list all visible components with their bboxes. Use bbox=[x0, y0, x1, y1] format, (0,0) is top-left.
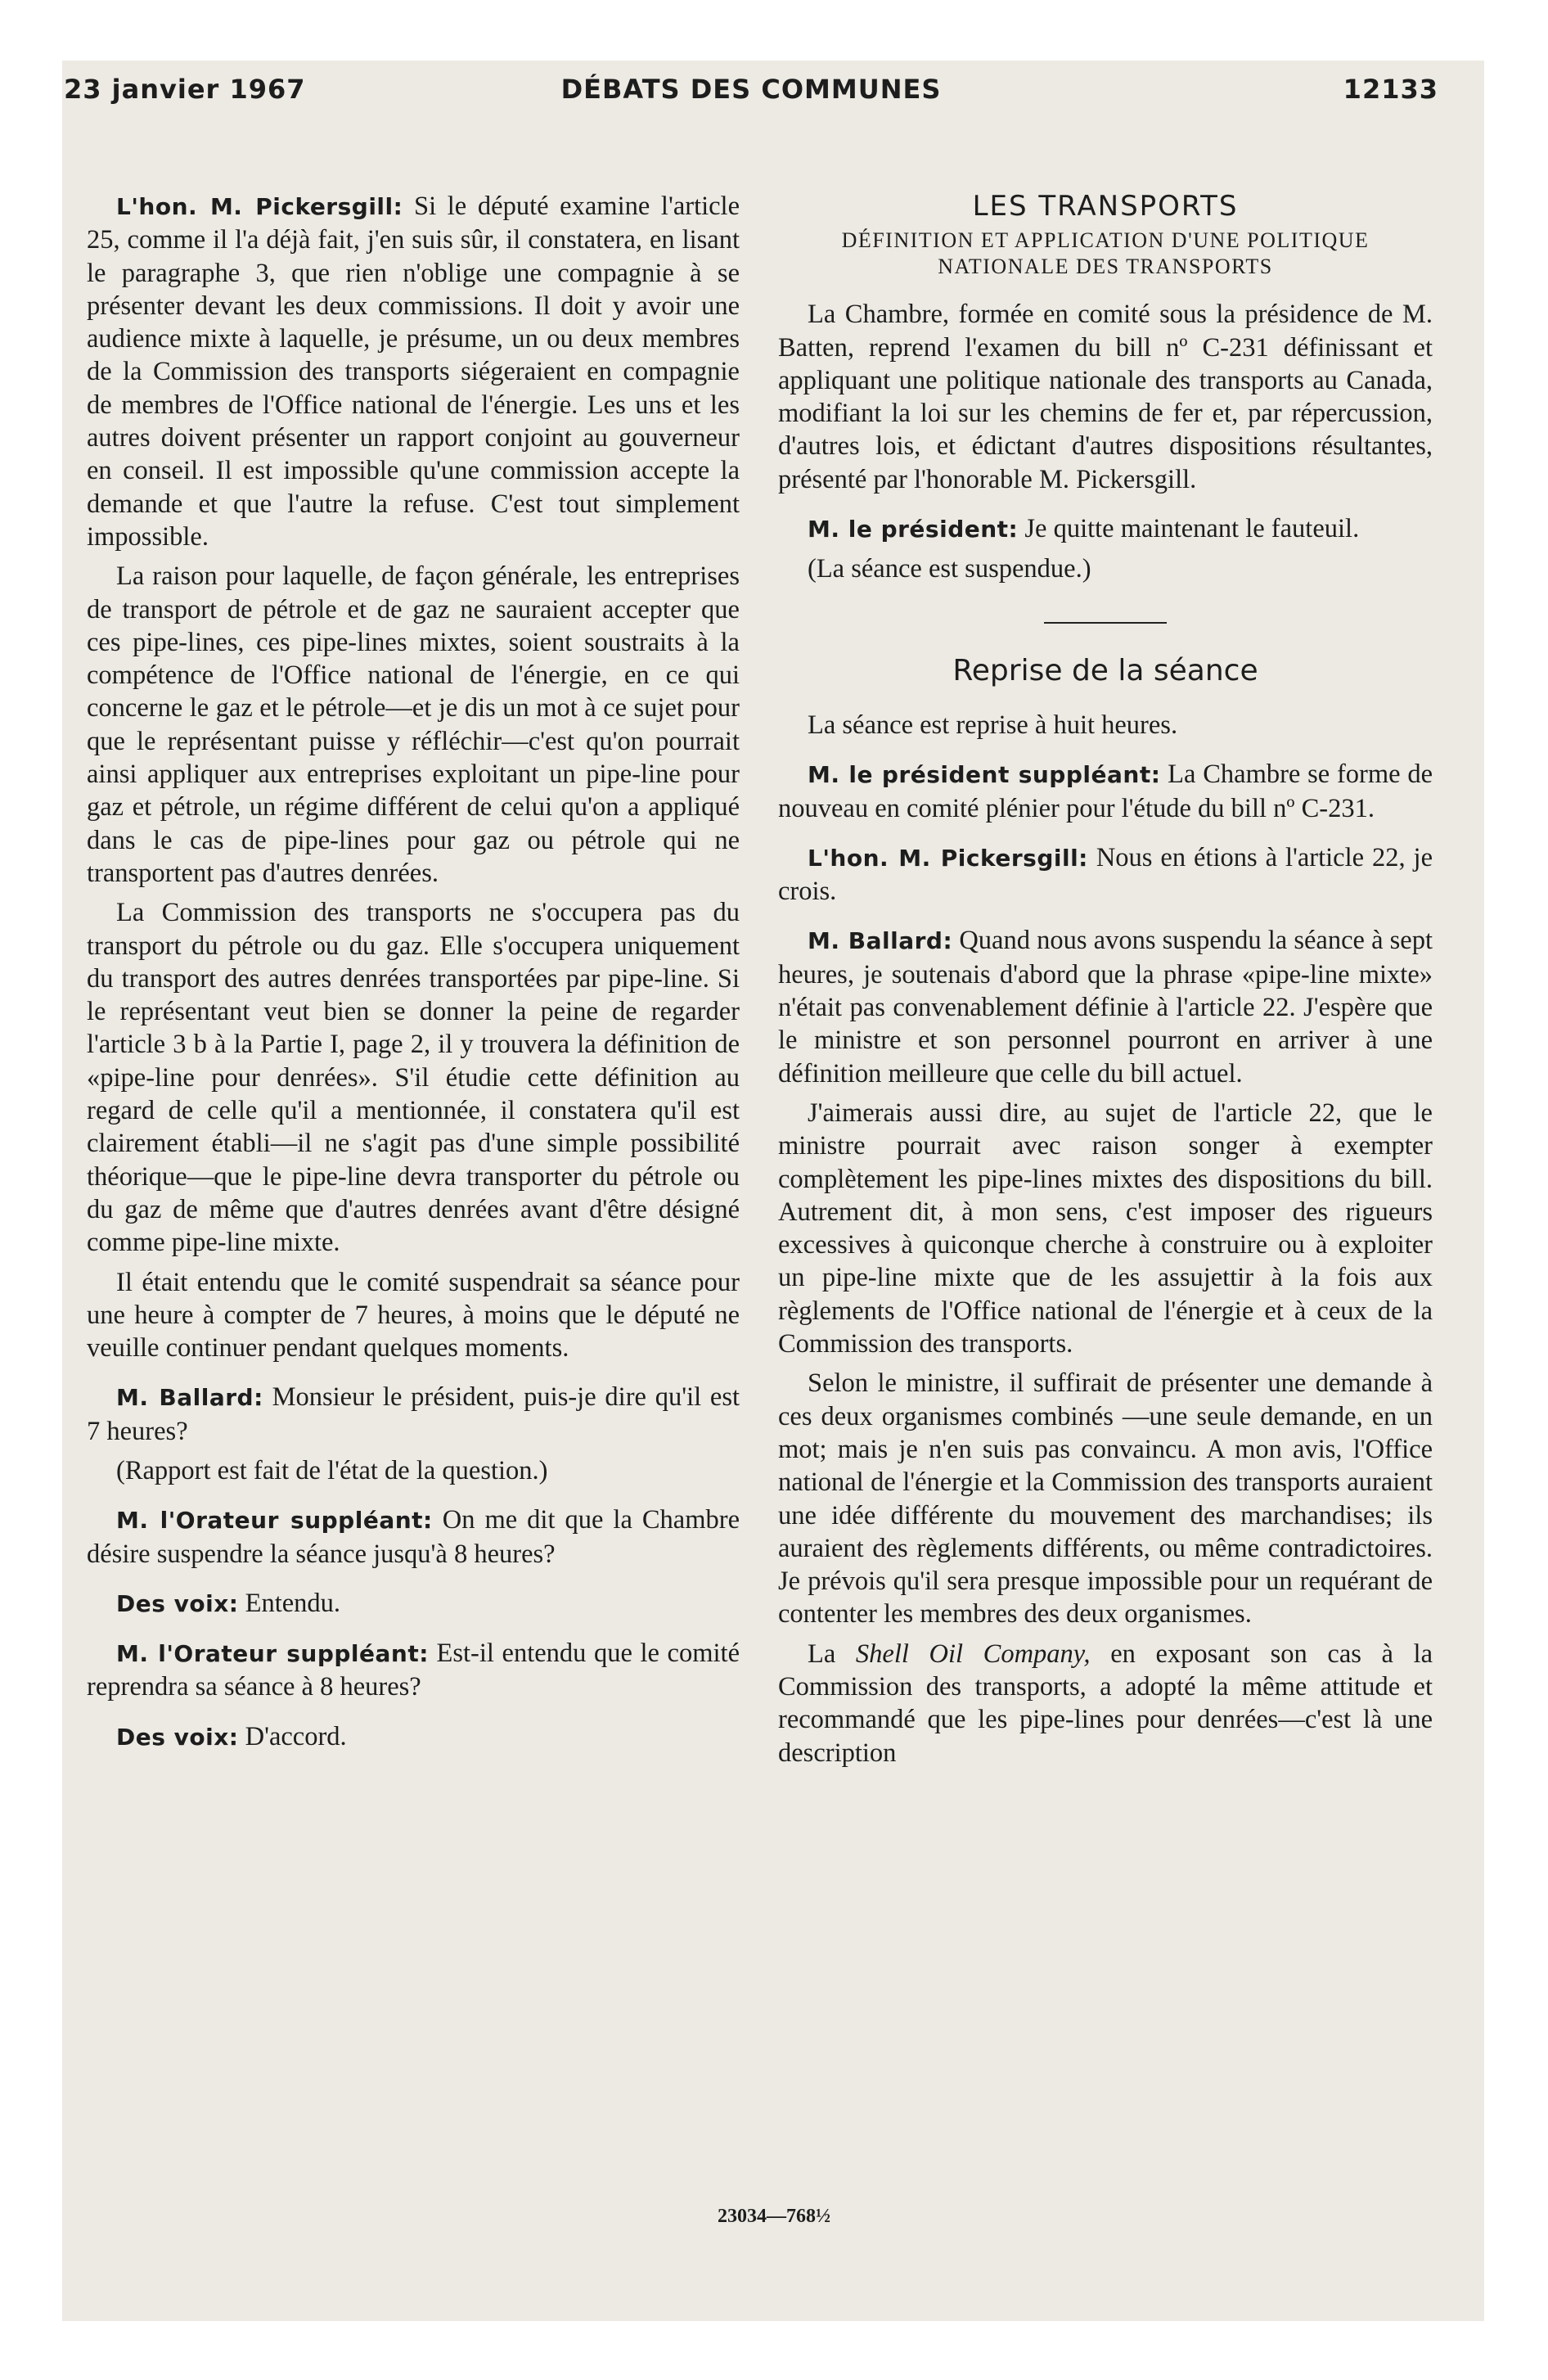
speaker-name: M. Ballard: bbox=[808, 927, 953, 955]
speaker-name: M. Ballard: bbox=[116, 1384, 263, 1412]
section-divider bbox=[1044, 622, 1167, 624]
paragraph bbox=[778, 1638, 1433, 1769]
company-name: Shell Oil Company, bbox=[855, 1639, 1091, 1669]
resume-heading: Reprise de la séance bbox=[952, 653, 1258, 687]
paragraph bbox=[87, 1587, 740, 1620]
speaker-name: Des voix: bbox=[116, 1723, 239, 1751]
speaker-name: M. l'Orateur suppléant: bbox=[116, 1640, 429, 1668]
paragraph bbox=[778, 841, 1433, 908]
speaker-name: M. le président: bbox=[808, 516, 1019, 543]
paragraph-text: La Chambre se forme de nouveau en comité plénier pour l'étude du bill nº C-231. bbox=[778, 760, 1433, 823]
procedural-note: (Rapport est fait de l'état de la question.) bbox=[116, 1455, 548, 1485]
paragraph bbox=[778, 758, 1433, 825]
speaker-name: Des voix: bbox=[116, 1589, 239, 1617]
paragraph: Selon le ministre, il suffirait de présenter une demande à ces deux organismes combinés —une seule demande, en un mot; mais je n'en suis pas convaincu. A mon avis, l'Office national de l'énergie et la Commission des transports auraient une idée différente du mouvement des marchandises; ils auraient des règlements différents, ou même contradictoires. Je prévois qu'il sera presque impossible pour un requérant de contenter les membres des deux organismes. bbox=[778, 1368, 1433, 1629]
paragraph bbox=[87, 1381, 740, 1448]
header-title: DÉBATS DES COMMUNES bbox=[560, 74, 942, 105]
page-header bbox=[64, 74, 1438, 123]
paragraph-prefix: La bbox=[808, 1639, 836, 1669]
paragraph-text: en exposant son cas à la Commission des transports, a adopté la même attitude et recommandé que les pipe-lines pour denrées—c'est là une description bbox=[778, 1639, 1433, 1768]
paragraph bbox=[778, 924, 1433, 1089]
procedural-note: (La séance est suspendue.) bbox=[808, 554, 1091, 584]
paragraph-text: Je quitte maintenant le fauteuil. bbox=[1024, 514, 1360, 544]
header-date: 23 janvier 1967 bbox=[64, 74, 306, 105]
section-title: LES TRANSPORTS bbox=[972, 190, 1239, 223]
paragraph: J'aimerais aussi dire, au sujet de l'article 22, que le ministre pourrait avec raison songer à exempter complètement les pipe-lines mixtes des dispositions du bill. Autrement dit, à mon sens, c'est imposer des rigueurs excessives à quiconque cherche à construire ou à exploiter un pipe-line mixte que de les assujettir à la fois aux règlements de l'Office national de l'énergie et à ceux de la Commission des transports. bbox=[778, 1098, 1433, 1359]
paragraph: La Commission des transports ne s'occupera pas du transport du pétrole ou du gaz. Elle s'occupera uniquement du transport des autres denrées transportées par pipe-line. Si le représentant veut bien se donner la peine de regarder l'article 3 b à la Partie I, page 2, il y trouvera la définition de «pipe-line pour denrées». S'il étudie cette définition au regard de celle qu'il a mentionnée, il constatera qu'il est clairement établi—il ne s'agit pas d'une simple possibilité théorique—que le pipe-line devra transporter du pétrole ou du gaz de même que d'autres denrées avant d'être désigné comme pipe-line mixte. bbox=[87, 898, 740, 1258]
paragraph-text: Nous en étions à l'article 22, je crois. bbox=[778, 842, 1433, 907]
paragraph bbox=[87, 190, 740, 553]
paragraph: La raison pour laquelle, de façon générale, les entreprises de transport de pétrole et de gaz ne sauraient accepter que ces pipe-lines, ces pipe-lines mixtes, soient soustraits à la compétence de l'Office national de l'énergie, en ce qui concerne le gaz et le pétrole—et je dis un mot à ce sujet pour que le représentant puisse y réfléchir—c'est qu'on pourrait ainsi appliquer aux entreprises exploitant un pipe-line pour gaz et pétrole, un régime différent de celui qu'on a appliqué dans le cas de pipe-lines pour gaz ou pétrole qui ne transportent pas d'autres denrées. bbox=[87, 561, 740, 888]
paragraph-text: Entendu. bbox=[245, 1588, 341, 1618]
section-subtitle: DÉFINITION ET APPLICATION D'UNE POLITIQUE NATIONALE DES TRANSPORTS bbox=[841, 228, 1370, 279]
paragraph-text: Monsieur le président, puis-je dire qu'il est 7 heures? bbox=[87, 1382, 740, 1446]
speaker-name: M. l'Orateur suppléant: bbox=[116, 1507, 433, 1535]
speaker-name: L'hon. M. Pickersgill: bbox=[808, 844, 1088, 872]
paragraph: La séance est reprise à huit heures. bbox=[808, 710, 1178, 740]
speaker-name: M. le président suppléant: bbox=[808, 761, 1161, 789]
left-column bbox=[87, 190, 740, 1760]
paragraph-text: Si le député examine l'article 25, comme il l'a déjà fait, j'en suis sûr, il constatera, en lisant le paragraphe 3, que rien n'oblige une compagnie à se présenter devant les deux commissions. Il doit y avoir une audience mixte à laquelle, je présume, un ou deux membres de la Commission des transports siégeraient en compagnie de membres de l'Office national de l'énergie. Les uns et les autres doivent présenter un rapport conjoint au gouverneur en conseil. Il est impossible qu'une commission accepte la demande et que l'autre la refuse. C'est tout simplement impossible. bbox=[87, 192, 740, 552]
paragraph bbox=[87, 1637, 740, 1704]
paragraph: Il était entendu que le comité suspendrait sa séance pour une heure à compter de 7 heures, à moins que le député ne veuille continuer pendant quelques moments. bbox=[87, 1267, 740, 1364]
paragraph: La Chambre, formée en comité sous la présidence de M. Batten, reprend l'examen du bill nº C-231 définissant et appliquant une politique nationale des transports au Canada, modifiant la loi sur les chemins de fer et, par répercussion, d'autres lois, et édictant d'autres dispositions résultantes, présenté par l'honorable M. Pickersgill. bbox=[778, 300, 1433, 494]
footer-code: 23034—768½ bbox=[718, 2206, 830, 2227]
paragraph bbox=[87, 1720, 740, 1754]
paragraph bbox=[87, 1503, 740, 1571]
header-page-number: 12133 bbox=[1343, 74, 1438, 105]
paragraph-text: D'accord. bbox=[245, 1721, 347, 1751]
paragraph-text: Quand nous avons suspendu la séance à sept heures, je soutenais d'abord que la phrase «pipe-line mixte» n'était pas convenablement définie à l'article 22. J'espère que le ministre et son personnel pourront en arriver à une définition meilleure que celle du bill actuel. bbox=[778, 926, 1433, 1089]
paragraph-text: On me dit que la Chambre désire suspendre la séance jusqu'à 8 heures? bbox=[87, 1505, 740, 1569]
paragraph-text: Est-il entendu que le comité reprendra sa séance à 8 heures? bbox=[87, 1639, 740, 1702]
speaker-name: L'hon. M. Pickersgill: bbox=[116, 193, 403, 220]
paragraph bbox=[778, 512, 1433, 546]
right-column bbox=[778, 190, 1433, 1776]
